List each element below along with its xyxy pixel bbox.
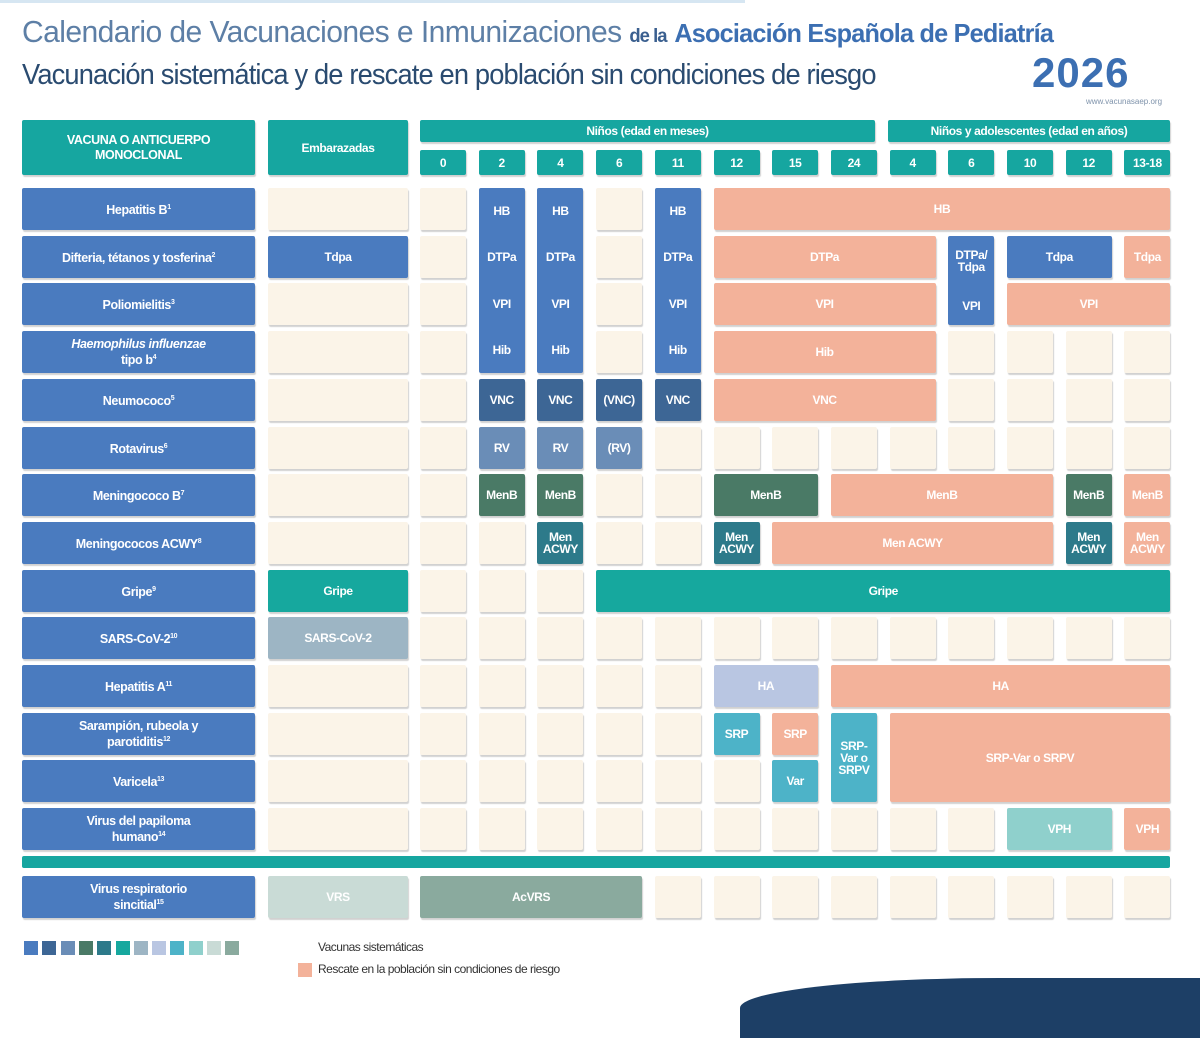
empty-cell	[420, 808, 466, 850]
age-header-1: 0	[420, 150, 466, 175]
vaccine-dose-cell	[479, 188, 525, 373]
age-header-9: 4	[890, 150, 936, 175]
empty-cell	[268, 522, 408, 564]
empty-cell	[1007, 331, 1053, 373]
empty-cell	[268, 665, 408, 707]
empty-cell	[537, 808, 583, 850]
vaccine-dose-cell	[714, 713, 760, 755]
empty-cell	[655, 760, 701, 802]
legend-swatch-lightteal	[189, 941, 203, 955]
dose-label: DTPa	[545, 250, 575, 265]
empty-cell	[537, 713, 583, 755]
subtitle: Vacunación sistemática y de rescate en población sin condiciones de riesgo	[22, 59, 876, 91]
vaccine-name	[93, 487, 184, 503]
vaccine-name	[105, 678, 172, 694]
dose-label: Men ACWY	[542, 529, 578, 556]
vaccine-dose-cell	[1007, 236, 1112, 278]
dose-label: SRP-Var o SRPV	[985, 750, 1075, 765]
footnote-ref: 10	[170, 633, 178, 641]
rescue-dose-cell	[772, 713, 818, 755]
empty-cell	[1007, 379, 1053, 421]
dose-label: VNC	[489, 392, 514, 407]
vaccine-name-text: Virus respiratorio sincitial	[90, 882, 187, 912]
empty-cell	[1124, 379, 1170, 421]
footnote-ref: 14	[158, 831, 166, 839]
vaccine-name-text: Hepatitis B	[106, 203, 168, 217]
rescue-dose-cell	[831, 474, 1053, 516]
empty-cell	[596, 617, 642, 659]
vaccine-label	[22, 331, 255, 373]
empty-cell	[420, 760, 466, 802]
dose-label: Gripe	[323, 583, 353, 598]
vaccine-name-text: Difteria, tétanos y tosferina	[61, 250, 212, 265]
vaccine-label	[22, 808, 255, 850]
vaccine-label	[22, 427, 255, 469]
dose-label: SRP	[783, 726, 807, 741]
dose-label: VPI	[668, 296, 687, 311]
vaccine-dose-cell	[479, 427, 525, 469]
dose-label: HB	[493, 204, 510, 219]
empty-cell	[890, 427, 936, 469]
vaccine-dose-cell	[714, 522, 760, 564]
dose-label: MenB	[486, 488, 518, 503]
empty-cell	[420, 713, 466, 755]
age-header-4: 6	[596, 150, 642, 175]
vaccine-label	[22, 876, 255, 918]
legend-swatch-green	[79, 941, 93, 955]
vaccine-dose-cell	[268, 236, 408, 278]
empty-cell	[596, 331, 642, 373]
empty-cell	[596, 713, 642, 755]
rescue-dose-cell	[890, 713, 1171, 803]
title-line-1	[22, 14, 1053, 55]
dose-label: Tdpa	[324, 249, 352, 264]
vaccine-name	[110, 440, 168, 456]
dose-label: DTPa	[663, 250, 693, 265]
vaccine-dose-cell	[714, 474, 819, 516]
empty-cell	[596, 474, 642, 516]
legend-swatch-cyan	[170, 941, 184, 955]
vaccine-dose-cell	[655, 379, 701, 421]
vaccine-name-text: Meningococos ACWY	[75, 536, 198, 551]
dose-label: MenB	[1073, 488, 1105, 503]
empty-cell	[772, 876, 818, 918]
vaccine-name	[113, 773, 164, 789]
empty-cell	[268, 808, 408, 850]
empty-cell	[420, 236, 466, 278]
age-header-12: 12	[1066, 150, 1112, 175]
empty-cell	[1066, 876, 1112, 918]
vaccine-dose-cell	[479, 474, 525, 516]
dose-label: Men ACWY	[1129, 529, 1165, 556]
empty-cell	[1124, 331, 1170, 373]
empty-cell	[420, 665, 466, 707]
footnote-ref: 11	[165, 681, 173, 688]
dose-label: SARS-CoV-2	[304, 631, 372, 646]
empty-cell	[268, 379, 408, 421]
year: 2026	[1032, 49, 1130, 96]
empty-cell	[890, 617, 936, 659]
empty-cell	[479, 713, 525, 755]
empty-cell	[420, 331, 466, 373]
empty-cell	[420, 570, 466, 612]
empty-cell	[714, 617, 760, 659]
rescue-dose-cell	[1124, 522, 1170, 564]
vaccine-label	[22, 522, 255, 564]
vaccine-name	[121, 583, 155, 599]
empty-cell	[948, 379, 994, 421]
legend-systematic-label: Vacunas sistemáticas	[318, 940, 424, 954]
dose-label: HB	[933, 202, 951, 216]
rescue-dose-cell	[714, 236, 936, 278]
vaccine-dose-cell	[537, 427, 583, 469]
corner-decoration	[740, 978, 1200, 1038]
age-header-10: 6	[948, 150, 994, 175]
legend-rescue-label: Rescate en la población sin condiciones de riesgo	[318, 962, 560, 976]
empty-cell	[1066, 617, 1112, 659]
vaccine-name-text: Meningococo B	[92, 489, 181, 504]
dose-label: HB	[552, 204, 569, 219]
empty-cell	[948, 427, 994, 469]
empty-cell	[1124, 617, 1170, 659]
dose-label: VRS	[326, 890, 350, 904]
dose-label: HA	[757, 679, 775, 693]
empty-cell	[420, 474, 466, 516]
empty-cell	[714, 808, 760, 850]
empty-cell	[772, 808, 818, 850]
dose-label: HB	[669, 204, 687, 219]
vaccine-dose-cell	[714, 665, 819, 707]
legend-swatch-acvrs	[225, 941, 239, 955]
vaccine-label	[22, 665, 255, 707]
dose-label: RV	[493, 440, 510, 455]
empty-cell	[268, 713, 408, 755]
title-dela: de la	[629, 26, 667, 47]
empty-cell	[268, 188, 408, 230]
rescue-dose-cell	[1124, 474, 1170, 516]
empty-cell	[537, 570, 583, 612]
empty-cell	[1124, 427, 1170, 469]
empty-cell	[1007, 427, 1053, 469]
dose-label: SRP	[724, 726, 749, 741]
vaccine-dose-cell	[537, 379, 583, 421]
empty-cell	[714, 760, 760, 802]
footnote-ref: 13	[157, 776, 165, 784]
rescue-dose-cell	[714, 283, 936, 325]
age-header-8: 24	[831, 150, 877, 175]
vaccine-dose-cell	[537, 188, 583, 373]
empty-cell	[655, 427, 701, 469]
empty-cell	[655, 876, 701, 918]
vaccine-name-text: Virus del papiloma humano	[86, 814, 191, 845]
vaccine-label	[22, 474, 255, 516]
footnote-ref: 6	[163, 442, 168, 450]
empty-cell	[596, 522, 642, 564]
dose-label: VPI	[492, 296, 511, 311]
dose-label: VNC	[812, 392, 837, 407]
empty-cell	[1066, 331, 1112, 373]
empty-cell	[537, 760, 583, 802]
empty-cell	[268, 427, 408, 469]
vaccine-name	[100, 630, 177, 646]
empty-cell	[596, 808, 642, 850]
age-header-6: 12	[714, 150, 760, 175]
vaccine-name-text: SARS-CoV-2	[99, 632, 171, 647]
vaccine-dose-cell	[1066, 522, 1112, 564]
dose-label: (RV)	[607, 440, 631, 455]
vaccine-dose-cell	[596, 379, 642, 421]
legend-swatch-teal	[116, 941, 130, 955]
dose-label: RV	[552, 440, 569, 455]
empty-cell	[420, 283, 466, 325]
empty-cell	[1066, 427, 1112, 469]
header-months-group: Niños (edad en meses)	[420, 120, 875, 142]
dose-label: VPI	[815, 297, 834, 312]
empty-cell	[268, 474, 408, 516]
empty-cell	[479, 617, 525, 659]
empty-cell	[655, 617, 701, 659]
age-header-7: 15	[772, 150, 818, 175]
vaccine-dose-cell	[1066, 474, 1112, 516]
empty-cell	[655, 713, 701, 755]
rescue-dose-cell	[714, 188, 1171, 230]
title-main: Calendario de Vacunaciones e Inmunizaciones	[22, 14, 622, 49]
dose-label: Gripe	[868, 583, 898, 598]
empty-cell	[479, 665, 525, 707]
dose-label: DTPa/ Tdpa	[955, 248, 988, 275]
vaccine-name-text: Neumococo	[102, 393, 171, 408]
rescue-dose-cell	[831, 665, 1171, 707]
empty-cell	[420, 427, 466, 469]
vaccine-name	[103, 392, 174, 408]
vaccine-name-text: Gripe	[121, 584, 153, 599]
vaccine-name-text: Poliomielitis	[102, 298, 171, 313]
vaccine-label	[22, 379, 255, 421]
empty-cell	[479, 522, 525, 564]
vaccine-dose-cell	[596, 427, 642, 469]
empty-cell	[655, 522, 701, 564]
vaccine-dose-cell	[831, 713, 877, 803]
empty-cell	[948, 331, 994, 373]
legend-swatch-vrs	[207, 941, 221, 955]
age-header-2: 2	[479, 150, 525, 175]
vaccine-name	[62, 249, 215, 265]
empty-cell	[596, 665, 642, 707]
empty-cell	[537, 665, 583, 707]
dose-label: (VNC)	[603, 392, 635, 407]
empty-cell	[655, 808, 701, 850]
empty-cell	[1007, 617, 1053, 659]
legend-rescue-swatch	[298, 963, 312, 977]
empty-cell	[479, 760, 525, 802]
empty-cell	[596, 283, 642, 325]
website-url[interactable]: www.vacunasaep.org	[1086, 97, 1163, 106]
footnote-ref: 3	[170, 299, 175, 307]
vaccine-dose-cell	[537, 474, 583, 516]
vaccine-name-text: tipo b	[120, 353, 153, 368]
empty-cell	[1066, 379, 1112, 421]
vaccine-dose-cell	[948, 236, 994, 326]
vaccine-label	[22, 713, 255, 755]
empty-cell	[831, 427, 877, 469]
vaccine-label	[22, 188, 255, 230]
legend-swatch-lavender	[152, 941, 166, 955]
vaccine-name-text: Rotavirus	[109, 441, 164, 456]
vaccine-dose-cell	[537, 522, 583, 564]
empty-cell	[772, 617, 818, 659]
rescue-dose-cell	[1124, 236, 1170, 278]
empty-cell	[1124, 876, 1170, 918]
dose-label: Hib	[551, 342, 570, 357]
dose-label: Hib	[668, 342, 687, 357]
footnote-ref: 1	[167, 204, 171, 211]
legend-swatch-rv	[61, 941, 75, 955]
top-accent-line	[0, 0, 745, 3]
vaccine-dose-cell	[420, 876, 642, 918]
empty-cell	[948, 876, 994, 918]
dose-label: Tdpa	[1133, 249, 1161, 264]
dose-label: Men ACWY	[718, 529, 755, 556]
empty-cell	[890, 876, 936, 918]
age-header-5: 11	[655, 150, 701, 175]
dose-label: Var	[786, 774, 804, 789]
dose-label: VPH	[1047, 822, 1072, 837]
footnote-ref: 7	[180, 490, 185, 498]
footnote-ref: 4	[152, 354, 157, 362]
dose-label: Hib	[492, 342, 511, 357]
header-years-group: Niños y adolescentes (edad en años)	[888, 120, 1170, 142]
empty-cell	[479, 570, 525, 612]
vaccine-dose-cell	[268, 570, 408, 612]
empty-cell	[772, 427, 818, 469]
title-org: Asociación Española de Pediatría	[674, 18, 1054, 48]
empty-cell	[714, 427, 760, 469]
empty-cell	[268, 283, 408, 325]
vaccine-name-text: Varicela	[112, 775, 158, 790]
age-header-13: 13-18	[1124, 150, 1170, 175]
rescue-dose-cell	[772, 522, 1053, 564]
vaccine-name	[76, 535, 201, 551]
vaccine-name	[72, 719, 205, 749]
empty-cell	[890, 808, 936, 850]
dose-label: Tdpa	[1045, 249, 1073, 264]
vaccine-label	[22, 236, 255, 278]
vaccine-name	[72, 882, 205, 912]
dose-label: DTPa	[810, 249, 840, 264]
dose-label: MenB	[1131, 488, 1163, 503]
dose-label: Men ACWY	[1071, 529, 1107, 556]
footnote-ref: 12	[163, 735, 171, 743]
rescue-dose-cell	[714, 379, 936, 421]
dose-label: Men ACWY	[882, 535, 943, 550]
dose-label: VNC	[548, 392, 573, 407]
age-header-3: 4	[537, 150, 583, 175]
dose-label: SRP-Var o SRPV	[838, 738, 870, 777]
empty-cell	[948, 617, 994, 659]
vaccine-dose-cell	[655, 188, 701, 373]
vaccine-dose-cell	[268, 617, 408, 659]
vaccine-label	[22, 283, 255, 325]
vaccine-name	[121, 351, 156, 367]
vaccine-name-italic: Haemophilus influenzae	[71, 337, 206, 352]
vaccine-label	[22, 760, 255, 802]
legend-swatch-navy	[42, 941, 56, 955]
empty-cell	[831, 876, 877, 918]
dose-label: VPI	[1079, 297, 1098, 312]
footnote-ref: 9	[152, 585, 156, 593]
empty-cell	[596, 188, 642, 230]
header-vaccine-column: VACUNA O ANTICUERPO MONOCLONAL	[22, 120, 255, 175]
footnote-ref: 5	[170, 394, 175, 402]
legend-swatch-grayblue	[134, 941, 148, 955]
dose-label: DTPa	[487, 250, 517, 265]
age-header-11: 10	[1007, 150, 1053, 175]
empty-cell	[596, 236, 642, 278]
dose-label: MenB	[750, 488, 782, 503]
empty-cell	[420, 379, 466, 421]
empty-cell	[420, 617, 466, 659]
dose-label: VPI	[962, 298, 981, 313]
footnote-ref: 15	[156, 899, 164, 906]
empty-cell	[268, 760, 408, 802]
header-pregnant-column: Embarazadas	[268, 120, 408, 175]
empty-cell	[714, 876, 760, 918]
empty-cell	[268, 331, 408, 373]
empty-cell	[420, 188, 466, 230]
footnote-ref: 8	[197, 537, 202, 545]
section-separator	[22, 856, 1170, 868]
empty-cell	[831, 808, 877, 850]
legend-swatch-tealdark	[97, 941, 111, 955]
vaccine-name	[103, 296, 175, 312]
dose-label: MenB	[544, 488, 576, 503]
vaccine-name	[72, 814, 205, 844]
empty-cell	[420, 522, 466, 564]
dose-label: VNC	[665, 392, 690, 407]
rescue-dose-cell	[714, 331, 936, 373]
dose-label: AcVRS	[512, 890, 551, 904]
dose-label: VPI	[551, 296, 570, 311]
vaccine-dose-cell	[479, 379, 525, 421]
vaccine-dose-cell	[1007, 808, 1112, 850]
vaccine-label	[22, 617, 255, 659]
dose-label: VPH	[1135, 822, 1160, 837]
vaccine-name-text: Sarampión, rubeola y parotiditis	[78, 718, 199, 749]
empty-cell	[479, 808, 525, 850]
vaccine-dose-cell	[772, 760, 818, 802]
legend-swatch-blue	[24, 941, 38, 955]
empty-cell	[655, 665, 701, 707]
vaccine-dose-cell	[268, 876, 408, 918]
empty-cell	[831, 617, 877, 659]
empty-cell	[596, 760, 642, 802]
dose-label: MenB	[926, 488, 958, 503]
vaccine-name	[106, 201, 170, 217]
dose-label: Hib	[815, 345, 834, 360]
vaccine-label	[22, 570, 255, 612]
empty-cell	[537, 617, 583, 659]
empty-cell	[948, 808, 994, 850]
dose-label: HA	[992, 679, 1009, 693]
rescue-dose-cell	[1124, 808, 1170, 850]
footnote-ref: 2	[211, 251, 216, 259]
empty-cell	[655, 474, 701, 516]
rescue-dose-cell	[1007, 283, 1170, 325]
vaccine-name-text: Hepatitis A	[104, 680, 166, 694]
empty-cell	[1007, 876, 1053, 918]
vaccine-dose-cell	[596, 570, 1170, 612]
